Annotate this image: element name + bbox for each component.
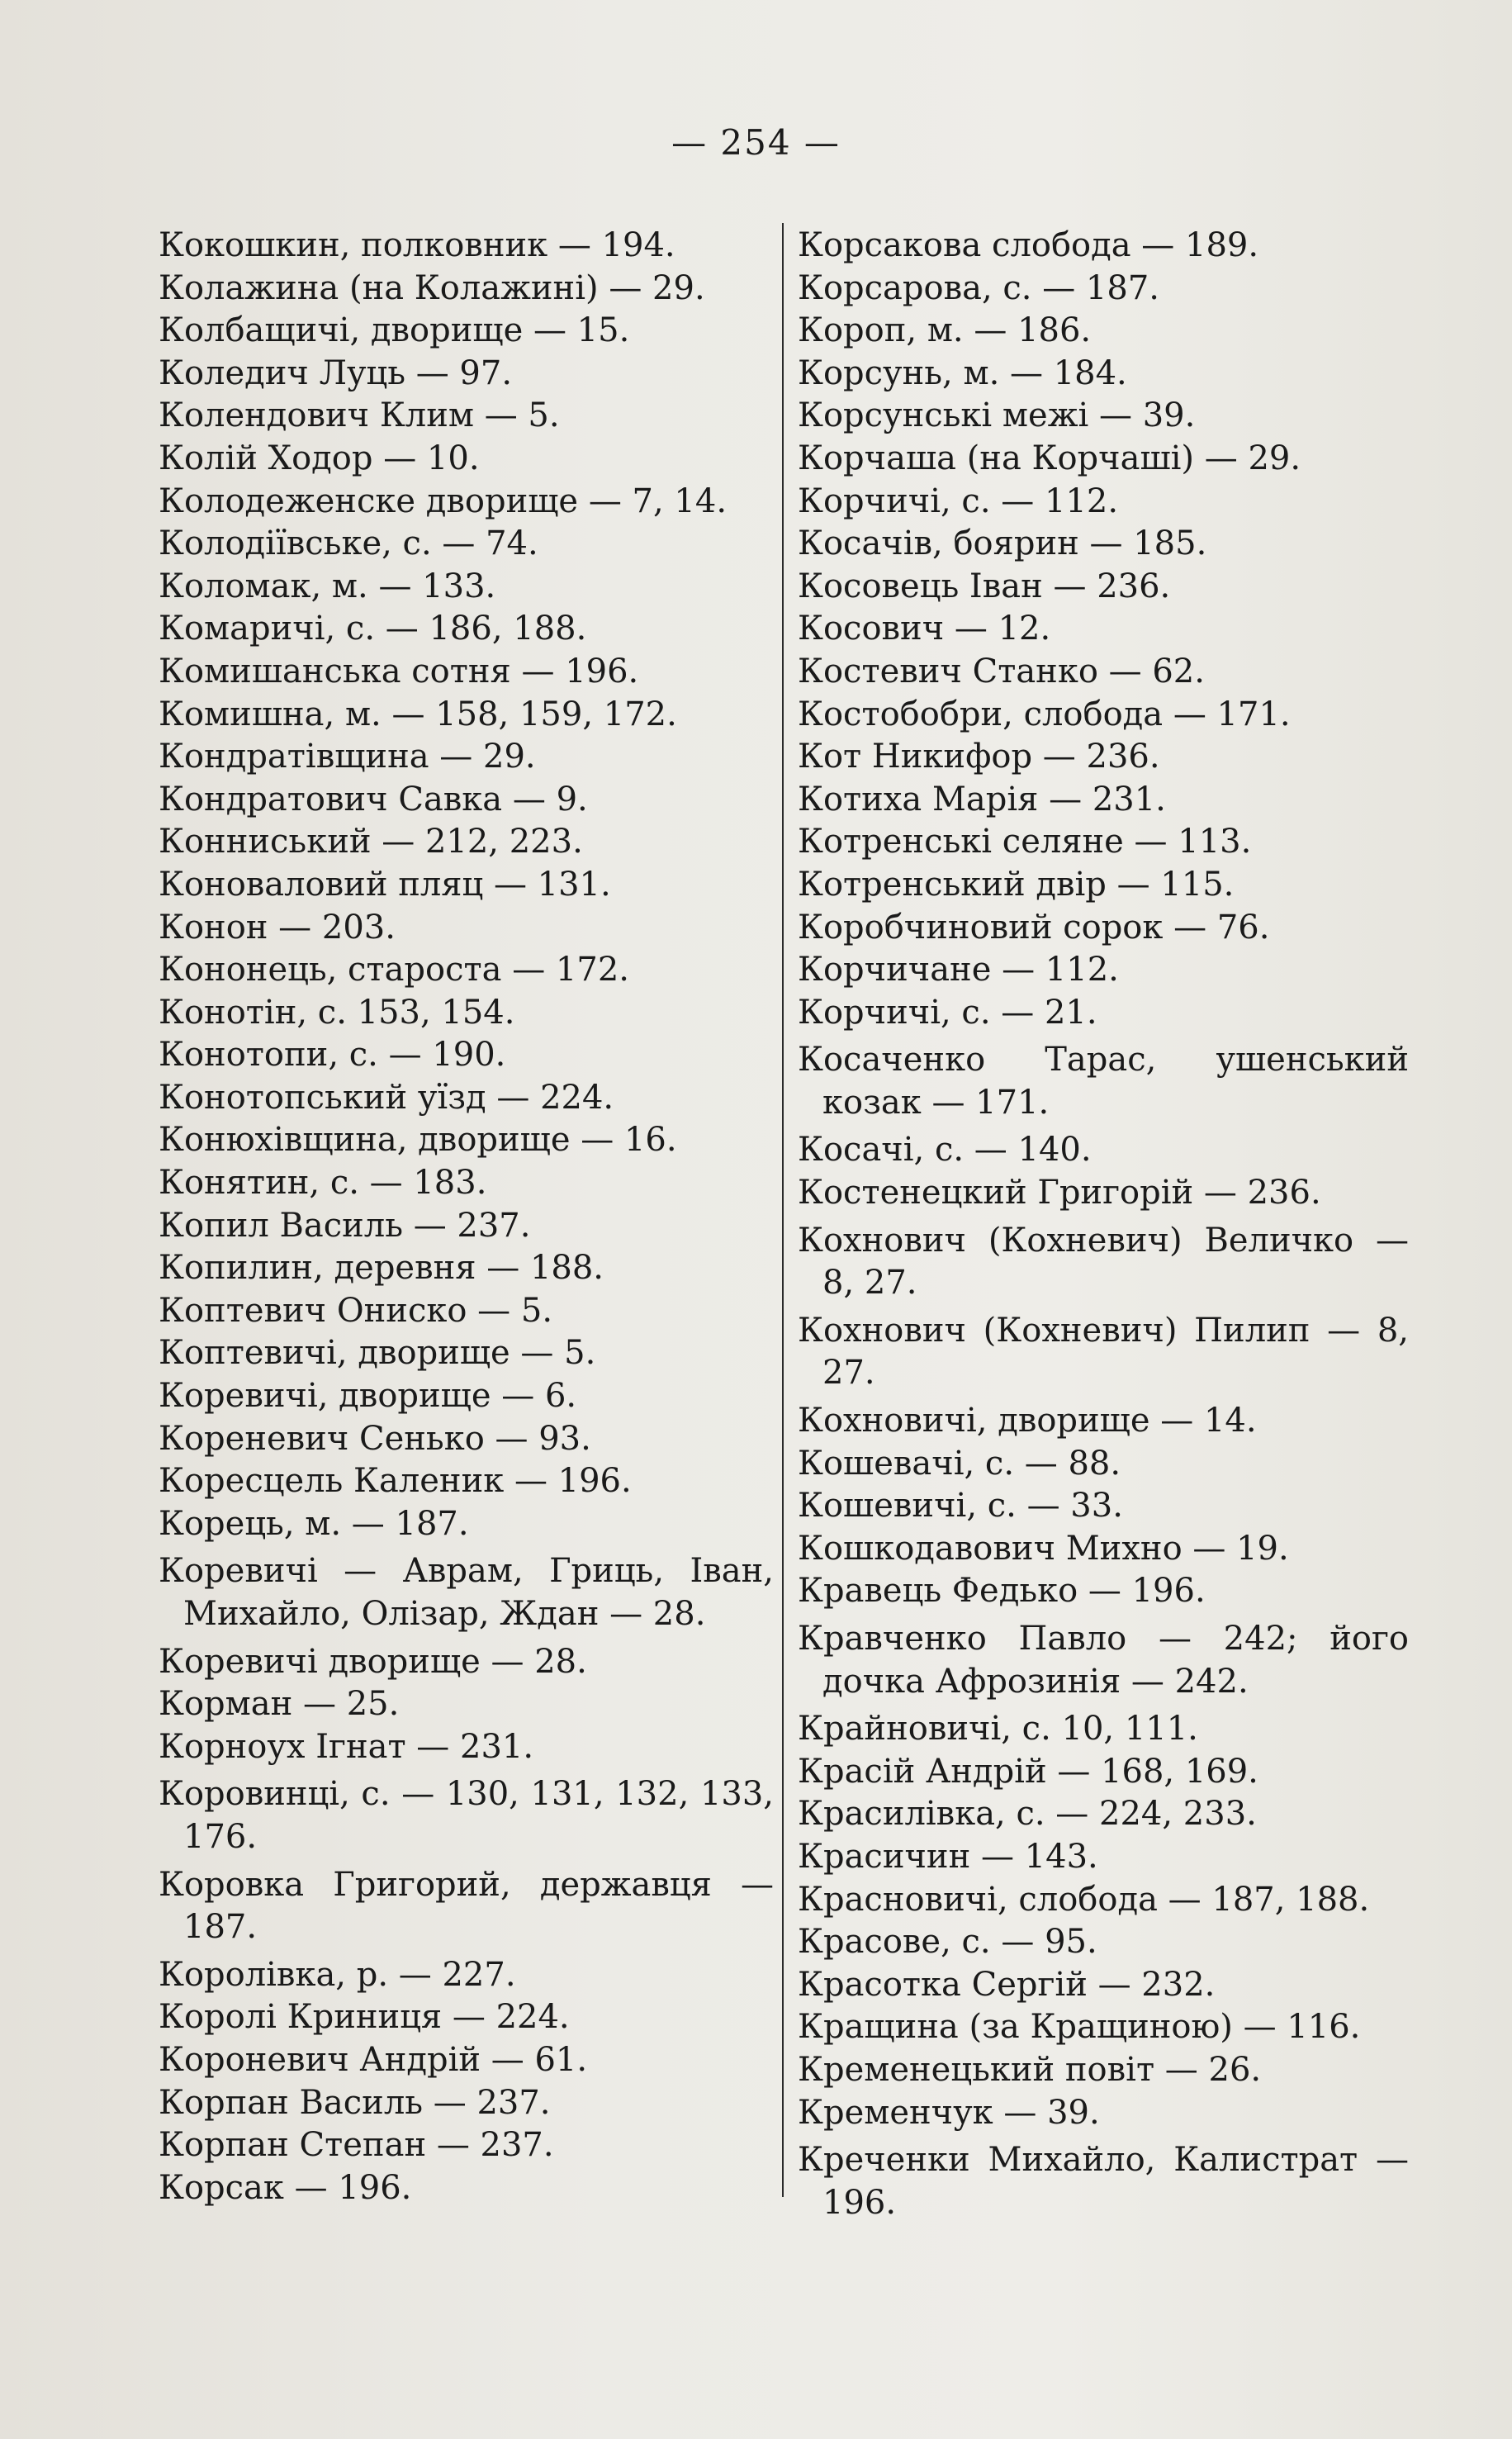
index-entry: Колажина (на Колажині) — 29. — [159, 268, 705, 307]
index-entry: Коноваловий пляц — 131. — [159, 865, 611, 904]
index-entry: Колодіївське, с. — 74. — [159, 524, 538, 563]
index-entry: Конотопи, с. — 190. — [159, 1036, 506, 1075]
index-entry: Корчаша (на Корчаші) — 29. — [798, 439, 1301, 477]
index-entry: Кравець Федько — 196. — [798, 1572, 1206, 1611]
index-entry: Колбащичі, дворище — 15. — [159, 311, 630, 350]
page-number: — 254 — — [671, 122, 841, 163]
index-entry: Корчичі, с. — 112. — [798, 482, 1119, 520]
index-entry: Красичин — 143. — [798, 1837, 1098, 1876]
index-entry: Косович — 12. — [798, 610, 1051, 648]
index-entry: Комаричі, с. — 186, 188. — [159, 610, 587, 648]
index-entry: Конниський — 212, 223. — [159, 823, 583, 861]
index-entry: Кокошкин, полковник — 194. — [159, 226, 675, 264]
index-column-left — [159, 225, 774, 2209]
index-entry: Крайновичі, с. 10, 111. — [798, 1710, 1198, 1749]
index-entry: Конотін, с. 153, 154. — [159, 993, 515, 1032]
index-entry: Колодеженске дворище — 7, 14. — [159, 482, 728, 520]
index-entry: Корман — 25. — [159, 1685, 400, 1724]
index-entry: Кореневич Сенько — 93. — [159, 1419, 591, 1458]
index-entry: Кондратович Савка — 9. — [159, 780, 588, 819]
index-entry: Костевич Станко — 62. — [798, 652, 1205, 690]
index-entry: Красотка Сергій — 232. — [798, 1965, 1216, 2004]
index-entry: Кохновичі, дворище — 14. — [798, 1402, 1257, 1440]
index-entry: Конюхівщина, дворище — 16. — [159, 1121, 677, 1160]
index-entry: Кременчук — 39. — [798, 2093, 1100, 2132]
index-entry: Котиха Марія — 231. — [798, 780, 1166, 819]
index-entry: Коревичі — Аврам, Гриць, Іван, Михайло, Олізар, Ждан — 28. — [159, 1552, 774, 1633]
index-entry: Кохнович (Кохневич) Пилип — 8, 27. — [798, 1311, 1409, 1393]
index-entry: Конотопський уїзд — 224. — [159, 1078, 614, 1117]
index-entry: Коревичі дворище — 28. — [159, 1642, 587, 1681]
index-entry: Комишна, м. — 158, 159, 172. — [159, 695, 677, 733]
index-entry: Косачі, с. — 140. — [798, 1131, 1092, 1170]
index-entry: Коптевич Ониско — 5. — [159, 1291, 553, 1330]
column-divider — [782, 223, 784, 2197]
index-entry: Кохнович (Кохневич) Величко — 8, 27. — [798, 1221, 1409, 1303]
index-entry: Кошкодавович Михно — 19. — [798, 1529, 1289, 1568]
index-entry: Коледич Луць — 97. — [159, 354, 513, 392]
index-entry: Комишанська сотня — 196. — [159, 652, 639, 690]
index-entry: Костенецкий Григорій — 236. — [798, 1174, 1321, 1212]
index-entry: Колій Ходор — 10. — [159, 439, 480, 477]
index-entry: Королівка, р. — 227. — [159, 1955, 516, 1994]
index-entry: Кононець, староста — 172. — [159, 951, 629, 989]
index-entry: Костобобри, слобода — 171. — [798, 695, 1291, 733]
index-entry: Красилівка, с. — 224, 233. — [798, 1795, 1257, 1834]
index-entry: Короп, м. — 186. — [798, 311, 1092, 350]
index-entry: Королі Криниця — 224. — [159, 1998, 570, 2037]
index-entry: Корпан Василь — 237. — [159, 2083, 551, 2122]
index-entry: Корсакова слобода — 189. — [798, 226, 1259, 264]
index-entry: Красове, с. — 95. — [798, 1923, 1097, 1962]
index-entry: Котренський двір — 115. — [798, 865, 1235, 904]
index-entry: Кондратівщина — 29. — [159, 738, 536, 776]
index-entry: Короневич Андрій — 61. — [159, 2040, 588, 2079]
index-entry: Корсунь, м. — 184. — [798, 354, 1127, 392]
index-entry: Косачів, боярин — 185. — [798, 524, 1207, 563]
index-entry: Кошевичі, с. — 33. — [798, 1487, 1123, 1526]
index-entry: Корчичане — 112. — [798, 951, 1119, 989]
index-entry: Коптевичі, дворище — 5. — [159, 1334, 596, 1373]
index-entry: Копилин, деревня — 188. — [159, 1249, 604, 1288]
index-entry: Корець, м. — 187. — [159, 1504, 469, 1543]
index-entry: Кременецький повіт — 26. — [798, 2050, 1262, 2089]
index-entry: Копил Василь — 237. — [159, 1206, 531, 1245]
index-entry: Кошевачі, с. — 88. — [798, 1444, 1121, 1483]
index-entry: Красновичі, слобода — 187, 188. — [798, 1880, 1370, 1919]
index-entry: Конятин, с. — 183. — [159, 1164, 487, 1203]
index-entry: Коробчиновий сорок — 76. — [798, 908, 1270, 947]
index-entry: Коресцель Каленик — 196. — [159, 1462, 632, 1501]
index-entry: Корсунські межі — 39. — [798, 396, 1196, 435]
index-entry: Красій Андрій — 168, 169. — [798, 1752, 1258, 1791]
index-entry: Креченки Михайло, Калистрат — 196. — [798, 2141, 1409, 2222]
index-entry: Коломак, м. — 133. — [159, 567, 496, 605]
index-entry: Косовець Іван — 236. — [798, 567, 1171, 605]
index-entry: Косаченко Тарас, ушенський козак — 171. — [798, 1041, 1409, 1122]
index-entry: Корсак — 196. — [159, 2168, 412, 2207]
index-entry: Коровинці, с. — 130, 131, 132, 133, 176. — [159, 1775, 774, 1856]
index-entry: Коровка Григорий, державця — 187. — [159, 1865, 774, 1947]
index-entry: Корноух Ігнат — 231. — [159, 1727, 534, 1766]
index-column-right — [798, 225, 1409, 2229]
index-entry: Конон — 203. — [159, 908, 396, 947]
index-entry: Колендович Клим — 5. — [159, 396, 560, 435]
index-entry: Корсарова, с. — 187. — [798, 268, 1159, 307]
index-entry: Корпан Степан — 237. — [159, 2126, 554, 2165]
index-entry: Корчичі, с. — 21. — [798, 993, 1097, 1032]
index-entry: Кращина (за Кращиною) — 116. — [798, 2008, 1361, 2047]
index-entry: Коревичі, дворище — 6. — [159, 1377, 577, 1416]
index-entry: Котренські селяне — 113. — [798, 823, 1252, 861]
index-entry: Кот Никифор — 236. — [798, 738, 1160, 776]
index-entry: Кравченко Павло — 242; його дочка Афрозинія — 242. — [798, 1620, 1409, 1701]
